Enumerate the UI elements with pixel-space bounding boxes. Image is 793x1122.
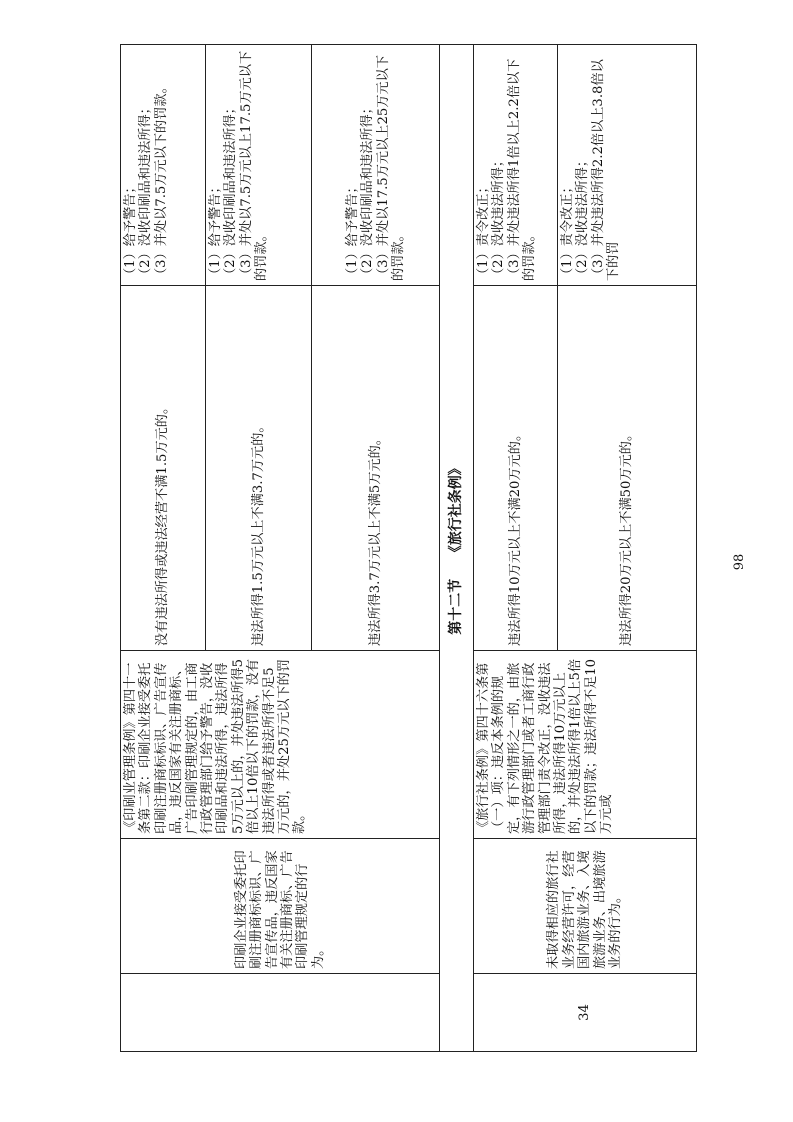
penalty-line: （2）没收违法所得； [575, 153, 591, 281]
penalty-line: （3）并处以17.5万元以上25万元以下的罚款。 [375, 55, 406, 281]
penalty-line: （1）给予警告； [208, 180, 223, 281]
legal-basis-cell: 《印刷业管理条例》第四十一条第二款：印刷企业接受委托印刷注册商标标识、广告宣传品，违反国家有关注册商标、广告印刷管理规定的，由工商行政管理部门给予警告，没收印刷品和违法所得，违法所得5万元以上的，并处违法所得5倍以上10倍以下的罚款，没有违法所得或者违法所得不足5万元的，并处25万元以下的罚款。 [121, 651, 440, 839]
penalty-line: （2）没收印刷品和违法所得； [138, 101, 154, 281]
section-label: 第十二节 [447, 578, 464, 635]
illegal-behavior-cell: 未取得相应的旅行社业务经营许可，经营国内旅游业务、入境旅游业务、出境旅游业务的行为。 [474, 839, 697, 974]
circumstance-cell: 违法所得3.7万元以上不满5万元的。 [312, 286, 440, 651]
table-row [474, 45, 558, 1052]
penalty-line: （2）没收印刷品和违法所得； [223, 101, 239, 281]
row-number: 34 [474, 974, 697, 1052]
penalty-line: （2）没收印刷品和违法所得； [360, 101, 376, 281]
penalty-line: （3）并处以7.5万元以下的罚款。 [153, 80, 169, 281]
penalty-line: （3）并处违法所得2.2倍以上3.8倍以下的罚 [590, 59, 622, 281]
section-row [440, 45, 474, 1052]
penalty-cell [558, 45, 697, 286]
penalty-cell [206, 45, 312, 286]
circumstance-cell: 违法所得1.5万元以上不满3.7万元的。 [206, 286, 312, 651]
page-number: 98 [732, 553, 747, 571]
table-row [121, 45, 206, 1052]
penalty-line: （1）给予警告； [123, 180, 138, 281]
penalty-table [120, 44, 697, 1052]
penalty-line: （1）责令改正； [560, 180, 575, 281]
illegal-behavior-cell: 印刷企业接受委托印刷注册商标标识、广告宣传品，违反国家有关注册商标、广告印刷管理规定的行为。 [121, 839, 440, 974]
penalty-cell [121, 45, 206, 286]
penalty-line: （2）没收违法所得； [491, 153, 507, 281]
penalty-line: （1）给予警告； [344, 180, 360, 281]
penalty-cell [474, 45, 558, 286]
rotated-table-container [120, 45, 696, 1052]
penalty-cell [312, 45, 440, 286]
circumstance-cell: 违法所得10万元以上不满20万元的。 [474, 286, 558, 651]
penalty-line: （3）并处违法所得1倍以上2.2倍以下的罚款。 [506, 58, 538, 281]
legal-basis-cell: 《旅行社条例》第四十六条第（一）项：违反本条例的规定，有下列情形之一的，由旅游行政管理部门或者工商行政管理部门责令改正，没收违法所得，违法所得10万元以上的，并处违法所得1倍以上5倍以下的罚款；违法所得不足10万元或 [474, 651, 697, 839]
section-title: 《旅行社条例》 [447, 461, 464, 560]
circumstance-cell: 没有违法所得或违法经营不满1.5万元的。 [121, 286, 206, 651]
circumstance-cell: 违法所得20万元以上不满50万元的。 [558, 286, 697, 651]
section-heading [440, 45, 474, 1052]
penalty-line: （1）责令改正； [476, 180, 491, 281]
penalty-line: （3）并处以7.5万元以上17.5万元以下的罚款。 [238, 50, 270, 281]
row-number [121, 974, 440, 1052]
